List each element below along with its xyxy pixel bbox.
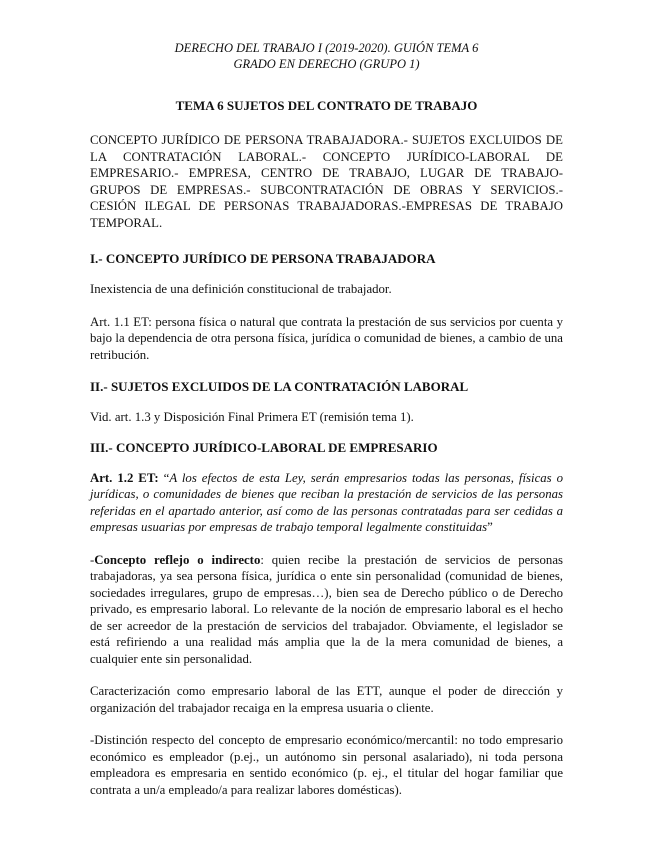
header-course-line: DERECHO DEL TRABAJO I (2019-2020). GUIÓN TEMA 6 xyxy=(174,41,479,55)
header-degree-line: GRADO EN DERECHO (GRUPO 1) xyxy=(233,57,420,71)
concept-dash: - xyxy=(90,552,95,567)
section-1-paragraph-1: Inexistencia de una definición constitucional de trabajador. xyxy=(90,282,392,296)
document-title: TEMA 6 SUJETOS DEL CONTRATO DE TRABAJO xyxy=(175,98,478,113)
section-1-heading: I.- CONCEPTO JURÍDICO DE PERSONA TRABAJADORA xyxy=(90,251,436,266)
concept-text: : quien recibe la prestación de servicios de personas trabajadoras, ya sea persona física, jurídica o ente sin personalidad (comunidad de bienes, sociedades irregulares, grupo de empresas…), bien sea de Derecho público o de Derecho privado, es empresario laboral. Lo relevante de la noción de empresario laboral es el hecho de ser acreedor de la prestación de servicios del trabajador. Obviamente, el legislador se está refiriendo a una realidad más amplia que la de la mera comunidad de bienes, a cualquier ente sin personalidad. xyxy=(90,552,563,666)
concept-paragraph xyxy=(90,552,563,668)
section-1-paragraph-2: Art. 1.1 ET: persona física o natural que contrata la prestación de sus servicios por cuenta y bajo la dependencia de otra persona física, jurídica o comunidad de bienes, a cambio de una retribución. xyxy=(90,314,563,362)
document-header xyxy=(90,40,563,72)
article-label: Art. 1.2 ET: xyxy=(90,470,159,485)
distinction-paragraph: -Distinción respecto del concepto de empresario económico/mercantil: no todo empresario económico es empleador (p.ej., un autónomo sin personal asalariado), ni toda persona empleadora es empresaria en sentido económico (p. ej., el titular del hogar familiar que contrata a un/a empleado/a para realizar labores domésticas). xyxy=(90,733,563,797)
article-quote-text: A los efectos de esta Ley, serán empresarios todas las personas, físicas o jurídicas, o comunidades de bienes que reciban la prestación de servicios de las personas referidas en el apartado anterior, así como de las personas contratadas para ser cedidas a empresas usuarias por empresas de trabajo temporal legalmente constituidas xyxy=(90,470,563,534)
section-2-heading: II.- SUJETOS EXCLUIDOS DE LA CONTRATACIÓN LABORAL xyxy=(90,379,469,394)
concept-label: Concepto reflejo o indirecto xyxy=(94,552,261,567)
quote-close: ” xyxy=(487,520,493,534)
article-1-2-quote xyxy=(90,470,563,536)
ett-paragraph: Caracterización como empresario laboral de las ETT, aunque el poder de dirección y organización del trabajador recaiga en la empresa usuaria o cliente. xyxy=(90,684,563,715)
topic-summary: CONCEPTO JURÍDICO DE PERSONA TRABAJADORA.- SUJETOS EXCLUIDOS DE LA CONTRATACIÓN LABORAL.- CONCEPTO JURÍDICO-LABORAL DE EMPRESARIO.- EMPRESA, CENTRO DE TRABAJO, LUGAR DE TRABAJO-GRUPOS DE EMPRESAS.- SUBCONTRATACIÓN DE OBRAS Y SERVICIOS.- CESIÓN ILEGAL DE PERSONAS TRABAJADORAS.-EMPRESAS DE TRABAJO TEMPORAL. xyxy=(90,133,563,230)
quote-open: “ xyxy=(158,470,170,485)
section-2-paragraph-1: Vid. art. 1.3 y Disposición Final Primera ET (remisión tema 1). xyxy=(90,410,414,424)
section-3-heading: III.- CONCEPTO JURÍDICO-LABORAL DE EMPRESARIO xyxy=(90,439,438,455)
